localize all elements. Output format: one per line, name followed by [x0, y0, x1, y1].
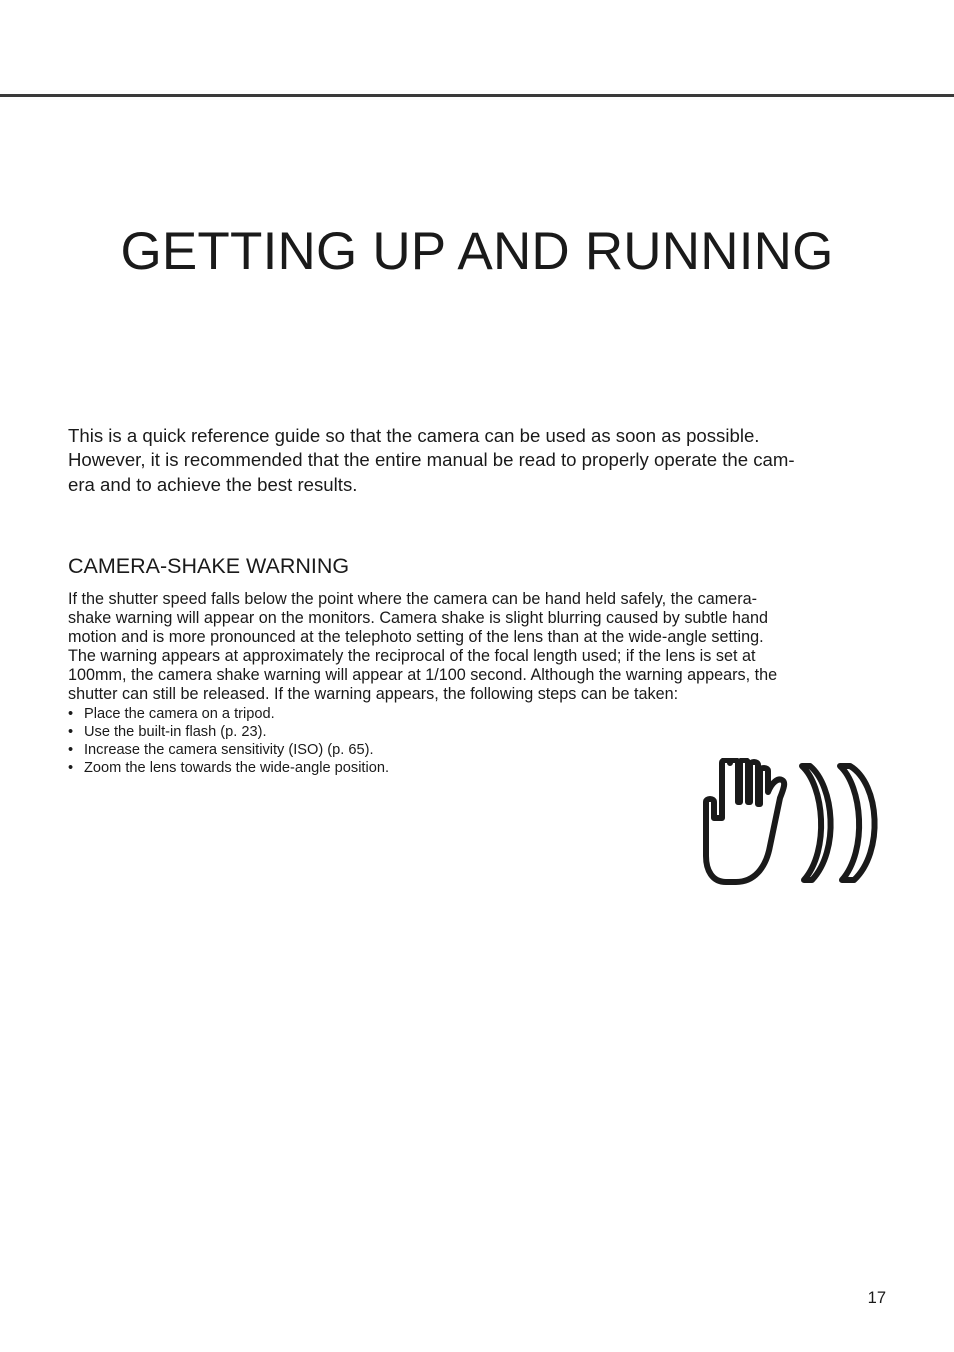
camera-shake-hand-icon — [700, 758, 888, 888]
steps-list — [68, 705, 389, 777]
list-item-text: Place the camera on a tripod. — [84, 706, 275, 722]
bullet-icon: • — [68, 760, 74, 776]
intro-line: However, it is recommended that the entire manual be read to properly operate the cam- — [68, 449, 795, 471]
shake-wave-outer — [840, 766, 875, 880]
paragraph-line: 100mm, the camera shake warning will appear at 1/100 second. Although the warning appears, the — [68, 666, 778, 684]
bullet-icon: • — [68, 706, 74, 722]
paragraph-line: If the shutter speed falls below the point where the camera can be hand held safely, the camera- — [68, 590, 757, 608]
paragraph-line: shutter can still be released. If the warning appears, the following steps can be taken: — [68, 685, 679, 703]
camera-shake-paragraph — [68, 590, 898, 704]
shake-wave-inner — [802, 766, 831, 880]
section-heading: CAMERA-SHAKE WARNING — [68, 554, 350, 578]
hand-shape — [706, 760, 784, 882]
page-number: 17 — [867, 1289, 886, 1307]
list-item — [68, 705, 389, 723]
list-item — [68, 759, 389, 777]
bullet-icon: • — [68, 724, 74, 740]
list-item — [68, 741, 389, 759]
list-item-text: Zoom the lens towards the wide-angle position. — [84, 760, 390, 776]
paragraph-line: The warning appears at approximately the reciprocal of the focal length used; if the lens is set at — [68, 647, 756, 665]
intro-line: era and to achieve the best results. — [68, 473, 358, 495]
list-item-text: Increase the camera sensitivity (ISO) (p. 65). — [84, 742, 374, 758]
top-rule — [0, 94, 954, 97]
intro-paragraph — [68, 424, 898, 497]
list-item — [68, 723, 389, 741]
list-item-text: Use the built-in flash (p. 23). — [84, 724, 267, 740]
paragraph-line: motion and is more pronounced at the telephoto setting of the lens than at the wide-angle setting. — [68, 628, 764, 646]
intro-line: This is a quick reference guide so that the camera can be used as soon as possible. — [68, 425, 760, 446]
bullet-icon: • — [68, 742, 74, 758]
page-title: GETTING UP AND RUNNING — [120, 222, 834, 281]
paragraph-line: shake warning will appear on the monitors. Camera shake is slight blurring caused by subtle hand — [68, 609, 769, 627]
